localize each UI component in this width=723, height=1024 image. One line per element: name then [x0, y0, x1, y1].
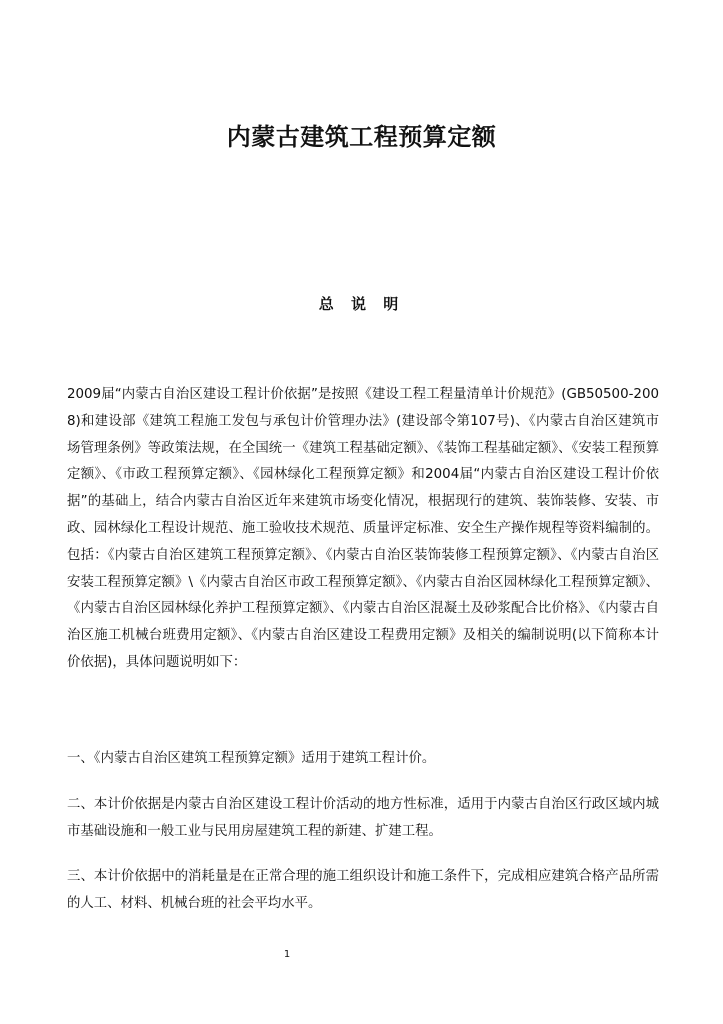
list-item: 二、本计价依据是内蒙古自治区建设工程计价活动的地方性标准，适用于内蒙古自治区行政区域内城市基础设施和一般工业与民用房屋建筑工程的新建、扩建工程。 — [67, 797, 659, 839]
section-title: 总 说 明 — [318, 295, 405, 313]
list-item: 一、《内蒙古自治区建筑工程预算定额》适用于建筑工程计价。 — [67, 751, 436, 766]
intro-paragraph: 2009届“内蒙古自治区建设工程计价依据”是按照《建设工程工程量清单计价规范》(GB50500-2008)和建设部《建筑工程施工发包与承包计价管理办法》(建设部令第107号)、《内蒙古自治区建筑市场管理条例》等政策法规，在全国统一《建筑工程基础定额》、《装饰工程基础定额》、《安装工程预算定额》、《市政工程预算定额》、《园林绿化工程预算定额》和2004届“内蒙古自治区建设工程计价依据”的基础上，结合内蒙古自治区近年来建筑市场变化情况，根据现行的建筑、装饰装修、安装、市政、园林绿化工程设计规范、施工验收技术规范、质量评定标准、安全生产操作规程等资料编制的。包括：《内蒙古自治区建筑工程预算定额》、《内蒙古自治区装饰装修工程预算定额》、《内蒙古自治区安装工程预算定额》\《内蒙古自治区市政工程预算定额》、《内蒙古自治区园林绿化工程预算定额》、《内蒙古自治区园林绿化养护工程预算定额》、《内蒙古自治区混凝土及砂浆配合比价格》、《内蒙古自治区施工机械台班费用定额》、《内蒙古自治区建设工程费用定额》及相关的编制说明(以下简称本计价依据)，具体问题说明如下： — [67, 387, 659, 670]
list-item: 三、本计价依据中的消耗量是在正常合理的施工组织设计和施工条件下，完成相应建筑合格产品所需的人工、材料、机械台班的社会平均水平。 — [67, 869, 659, 911]
page-number: 1 — [283, 949, 291, 960]
document-title: 内蒙古建筑工程预算定额 — [226, 123, 497, 151]
